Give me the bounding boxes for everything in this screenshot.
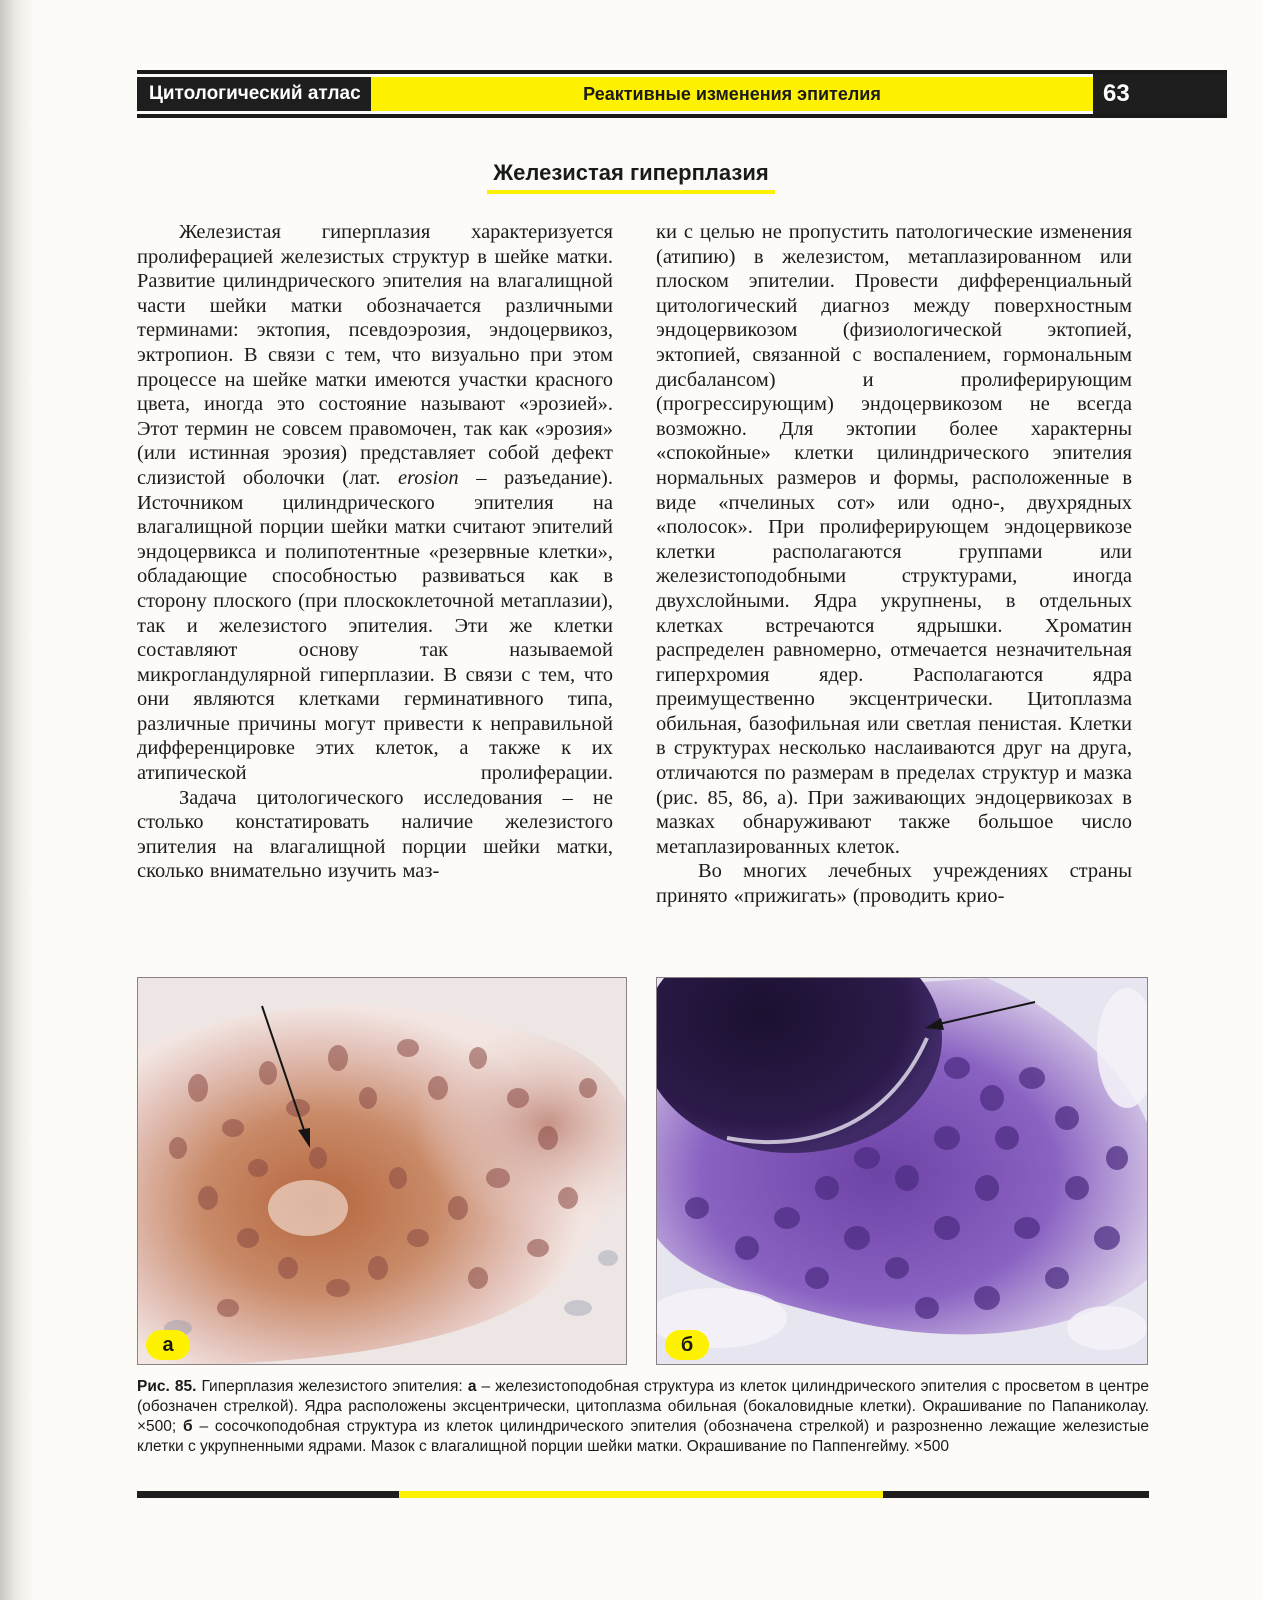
figure-a-label: а (146, 1330, 190, 1360)
right-text-column (656, 220, 1132, 909)
scan-edge-shadow (0, 0, 34, 1600)
latin-term: erosion (397, 466, 459, 489)
section-heading (0, 160, 1262, 194)
book-title: Цитологический атлас (137, 77, 371, 111)
caption-marker-a: а (467, 1378, 477, 1395)
chapter-title: Реактивные изменения эпителия (371, 77, 1093, 111)
right-paragraph-1: ки с целью не пропустить патологические изменения (атипию) в железистом, метаплазированном или плоском эпителии. Провести дифференциальный цитологический диагноз между поверхностным эндоцервикозом (физиологической эктопией, эктопией, связанной с воспалением, гормональным дисбалансом) и пролиферирующим (прогрессирующим) эндоцервикозом не всегда возможно. Для эктопии более характерны «спокойные» клетки цилиндрического эпителия нормальных размеров и формы, расположенные в виде «пчелиных сот» или одно-, двухрядных «полосок». При пролиферирующем эндоцервикозе клетки располагаются группами или железистоподобными структурами, иногда двухслойными. Ядра укрупнены, в отдельных клетках встречаются ядрышки. Хроматин распределен равномерно, отмечается незначительная гиперхромия ядер. Располагаются ядра преимущественно эксцентрически. Цитоплазма обильная, базофильная или светлая пенистая. Клетки в структурах несколько наслаиваются друг на друга, отличаются по размерам в пределах структур и мазка (рис. 85, 86, а). При заживающих эндоцервикозах в мазках обнаруживают также большое число метаплазированных клеток. (656, 221, 1132, 858)
caption-description-b: – сосочкоподобная структура из клеток цилиндрического эпителия (обозначена стрелкой) и разрозненно лежащие железистые клетки с укрупненными ядрами. Мазок с влагалищной порции шейки матки. Окрашивание по Паппенгейму. ×500 (137, 1418, 1149, 1455)
footer-rule (137, 1491, 1149, 1498)
page-number: 63 (1093, 74, 1227, 114)
figure-b-label: б (665, 1330, 709, 1360)
micrograph-a (137, 977, 627, 1365)
footer-rule-left (137, 1491, 399, 1498)
left-paragraph-2: Задача цитологического исследования – не столько констатировать наличие железистого эпителия на влагалищной порции шейки матки, сколько внимательно изучить маз- (137, 786, 613, 883)
caption-intro: Гиперплазия железистого эпителия: (201, 1378, 463, 1395)
header-bottom-rule (137, 114, 1227, 118)
caption-marker-b: б (183, 1418, 193, 1435)
left-paragraph-1-part-b: – разъедание). Источником цилиндрического эпителия на влагалищной порции шейки матки считают эпителий эндоцервикса и полипотентные «резервные клетки», обладающие способностью развиваться как в сторону плоского (при плоскоклеточной метаплазии), так и железистого эпителия. Эти же клетки составляют основу так называемой микрогландулярной гиперплазии. В связи с тем, что они являются клетками герминативного типа, различные причины могут привести к неправильной дифференцировке этих клеток, а также к их атипической пролиферации. (137, 466, 614, 785)
running-header (137, 70, 1227, 120)
header-top-rule (137, 70, 1227, 74)
micrograph-a-image (138, 978, 627, 1365)
footer-rule-middle (399, 1491, 883, 1498)
micrograph-b (656, 977, 1148, 1365)
section-title: Железистая гиперплазия (487, 160, 774, 194)
left-text-column (137, 220, 613, 884)
footer-rule-right (883, 1491, 1149, 1498)
right-paragraph-2: Во многих лечебных учреждениях страны принято «прижигать» (проводить крио- (656, 860, 1132, 908)
figure-caption (137, 1377, 1149, 1457)
left-paragraph-1 (137, 220, 613, 786)
left-paragraph-1-part-a: Железистая гиперплазия характеризуется пролиферацией железистых структур в шейке матки. Развитие цилиндрического эпителия на влагалищной части шейки матки обозначается различными терминами: эктопия, псевдоэрозия, эндоцервикоз, эктропион. В связи с тем, что визуально при этом процессе на шейке матки имеются участки красного цвета, иногда это состояние называют «эрозией». Этот термин не совсем правомочен, так как «эрозия» (или истинная эрозия) представляет собой дефект слизистой оболочки (лат. (137, 221, 613, 489)
caption-figure-number: Рис. 85. (137, 1378, 197, 1395)
caption-description-a: – железистоподобная структура из клеток цилиндрического эпителия с просветом в центре (обозначен стрелкой). Ядра расположены эксцентрически, цитоплазма обильная (бокаловидные клетки). Окрашивание по Папаниколау. ×500; (137, 1378, 1150, 1435)
micrograph-b-image (657, 978, 1148, 1365)
